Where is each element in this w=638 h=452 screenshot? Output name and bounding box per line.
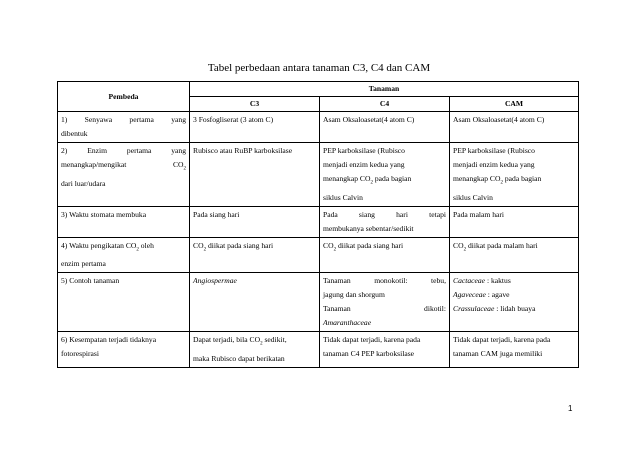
cell-line: maka Rubisco dapat berikatan <box>193 353 285 363</box>
cell-pembeda <box>58 112 190 143</box>
cell-line: Pada malam hari <box>453 209 505 219</box>
cell-line: 5) Contoh tanaman <box>61 276 120 286</box>
cell-cam <box>450 143 579 207</box>
cell-cam <box>450 112 579 143</box>
cell-line: Agaveceae : agave <box>453 290 510 300</box>
cell-line: Tidak dapat terjadi, karena pada <box>453 335 551 345</box>
cell-line: Cactaceae : kaktus <box>453 276 511 286</box>
cell-line: 4) Waktu pengikatan $CO_2$ oleh <box>61 240 154 253</box>
cell-line: Rubisco atau RuBP karboksilase <box>193 146 293 155</box>
cell-line: 2) Enzim pertama yang <box>61 146 186 155</box>
comparison-table <box>57 81 579 368</box>
cell-line: Amaranthaceae <box>323 318 372 328</box>
table-row <box>58 143 579 207</box>
cell-c4 <box>320 143 450 207</box>
header-cam: CAM <box>450 97 579 112</box>
cell-c3 <box>190 273 320 332</box>
cell-line: Tanaman dikotil: <box>323 304 446 314</box>
table-row <box>58 332 579 368</box>
cell-line: Pada siang hari <box>193 209 240 219</box>
cell-c4 <box>320 206 450 237</box>
header-tanaman: Tanaman <box>190 82 579 97</box>
cell-c4 <box>320 237 450 273</box>
cell-pembeda <box>58 237 190 273</box>
cell-c3 <box>190 332 320 368</box>
cell-pembeda <box>58 143 190 207</box>
table-row <box>58 112 579 143</box>
cell-pembeda <box>58 206 190 237</box>
cell-line: 6) Kesempatan terjadi tidaknya <box>61 335 157 345</box>
cell-line: Dapat terjadi, bila $CO_2$ sedikit, <box>193 335 287 347</box>
cell-line: PEP karboksilase (Rubisco <box>453 146 535 155</box>
cell-line: dibentuk <box>61 129 88 138</box>
cell-line: Angiospermae <box>193 276 237 286</box>
cell-line: 3) Waktu stomata membuka <box>61 209 147 219</box>
cell-line: Crassulaceae : lidah buaya <box>453 304 536 314</box>
cell-line: menjadi enzim kedua yang <box>323 160 405 169</box>
cell-c3 <box>190 206 320 237</box>
cell-c3 <box>190 112 320 143</box>
cell-line: Pada siang hari tetapi <box>323 209 446 219</box>
cell-cam <box>450 237 579 273</box>
table-title: Tabel perbedaan antara tanaman C3, C4 dan CAM <box>207 62 431 74</box>
page-number: 1 <box>568 404 573 413</box>
cell-c4 <box>320 112 450 143</box>
cell-line: Asam Oksaloasetat(4 atom C) <box>453 115 545 124</box>
header-c4: C4 <box>320 97 450 112</box>
cell-line: Asam Oksaloasetat(4 atom C) <box>323 115 415 124</box>
cell-pembeda <box>58 273 190 332</box>
cell-line: menangkap $CO_2$ pada bagian <box>453 174 542 186</box>
cell-c3 <box>190 237 320 273</box>
table-row <box>58 237 579 273</box>
cell-c4 <box>320 332 450 368</box>
cell-line: siklus Calvin <box>323 192 363 202</box>
cell-line: menangkap/mengikat $CO_2$ <box>61 160 186 172</box>
cell-cam <box>450 332 579 368</box>
cell-cam <box>450 206 579 237</box>
cell-c4 <box>320 273 450 332</box>
cell-line: Tidak dapat terjadi, karena pada <box>323 335 421 345</box>
header-c3: C3 <box>190 97 320 112</box>
header-pembeda: Pembeda <box>58 82 190 112</box>
cell-line: dari luar/udara <box>61 178 106 188</box>
cell-line: $CO_2$ diikat pada siang hari <box>323 240 404 253</box>
cell-pembeda <box>58 332 190 368</box>
cell-cam <box>450 273 579 332</box>
cell-line: menangkap $CO_2$ pada bagian <box>323 174 412 186</box>
cell-line: fotorespirasi <box>61 349 99 359</box>
cell-line: tanaman CAM juga memiliki <box>453 349 543 359</box>
table-row <box>58 273 579 332</box>
cell-line: siklus Calvin <box>453 192 493 202</box>
cell-line: tanaman C4 PEP karboksilase <box>323 349 415 359</box>
cell-line: $CO_2$ diikat pada siang hari <box>193 240 274 253</box>
cell-line: jagung dan shorgum <box>323 290 385 300</box>
cell-c3 <box>190 143 320 207</box>
cell-line: enzim pertama <box>61 259 106 269</box>
cell-line: 1) Senyawa pertama yang <box>61 115 186 124</box>
cell-line: 3 Fosfogliserat (3 atom C) <box>193 115 274 124</box>
cell-line: menjadi enzim kedua yang <box>453 160 535 169</box>
cell-line: membukanya sebentar/sedikit <box>323 223 414 233</box>
cell-line: Tanaman monokotil: tebu, <box>323 276 446 286</box>
cell-line: $CO_2$ diikat pada malam hari <box>453 240 538 253</box>
table-row <box>58 206 579 237</box>
cell-line: PEP karboksilase (Rubisco <box>323 146 405 155</box>
